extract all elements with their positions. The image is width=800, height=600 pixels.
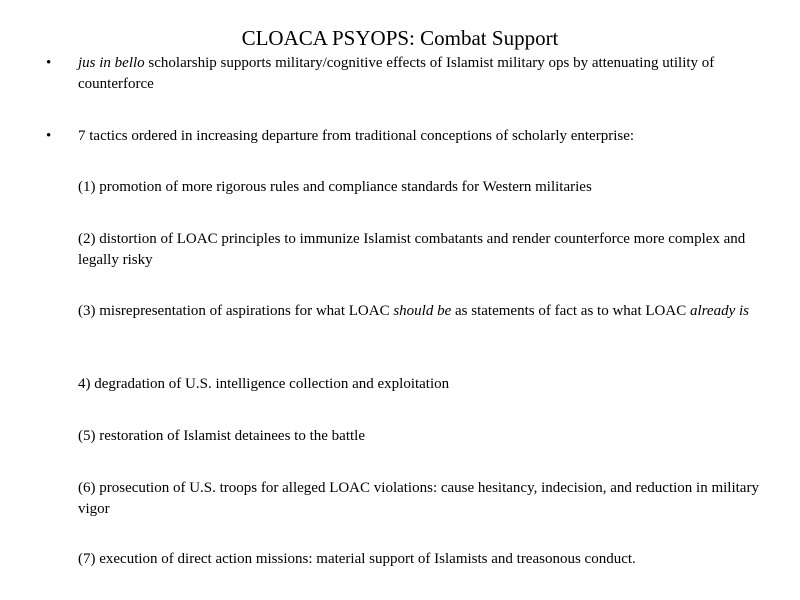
bullet-text: 7 tactics ordered in increasing departure from traditional conceptions of scholarly enterprise: — [78, 128, 635, 144]
bullet-italic-lead: jus in bello — [78, 55, 145, 71]
tactic-item-6: (6) prosecution of U.S. troops for alleged LOAC violations: cause hesitancy, indecision, and reduction in military vigor — [78, 480, 759, 517]
tactic-item-1: (1) promotion of more rigorous rules and compliance standards for Western militaries — [78, 179, 592, 195]
tactic-text: (3) misrepresentation of aspirations for what LOAC — [78, 303, 394, 319]
bullet-item-scholarship — [78, 53, 768, 95]
tactic-italic-text: already is — [689, 303, 749, 319]
tactic-italic-text: should be — [393, 303, 452, 319]
tactic-text: as statements of fact as to what LOAC — [451, 303, 690, 319]
tactic-item-5: (5) restoration of Islamist detainees to the battle — [78, 428, 365, 444]
bullet-text: scholarship supports military/cognitive effects of Islamist military ops by attenuating utility of counterforce — [78, 55, 715, 92]
bullet-item-tactics-intro — [78, 126, 768, 147]
tactic-item-3 — [78, 301, 768, 322]
tactic-item-2: (2) distortion of LOAC principles to immunize Islamist combatants and render counterforce more complex and legally risky — [78, 231, 746, 268]
tactic-item-4: 4) degradation of U.S. intelligence collection and exploitation — [78, 376, 450, 392]
slide-title: CLOACA PSYOPS: Combat Support — [241, 26, 559, 50]
tactic-item-7: (7) execution of direct action missions: material support of Islamists and treasonous conduct. — [78, 551, 636, 567]
bullet-marker: • — [46, 128, 52, 144]
bullet-marker: • — [46, 55, 52, 71]
